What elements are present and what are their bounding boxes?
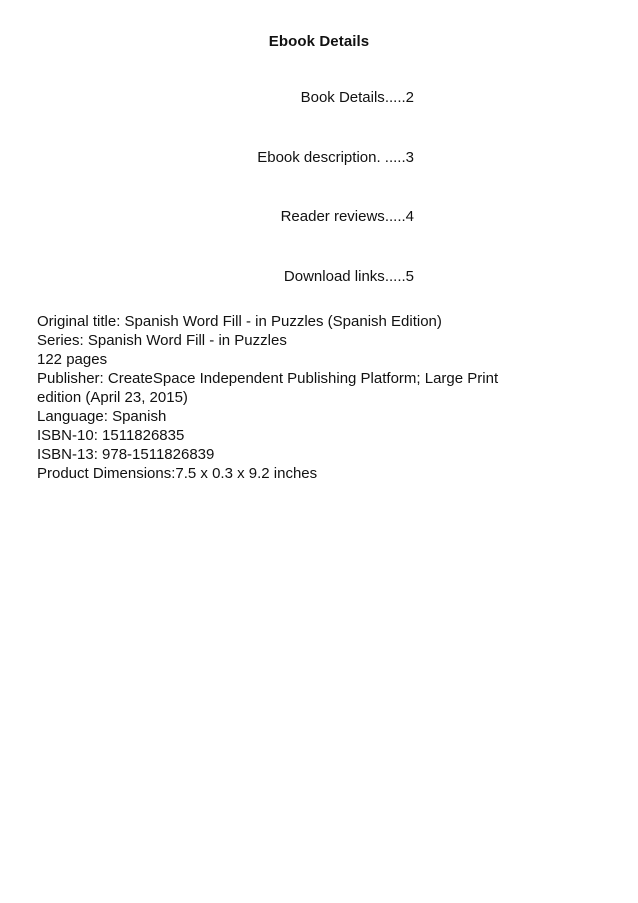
toc-leader-dots: ..... (384, 208, 406, 225)
dimensions-line: Product Dimensions:7.5 x 0.3 x 9.2 inches (37, 465, 318, 482)
page-count-line: 122 pages (37, 351, 108, 368)
publisher-line: Publisher: CreateSpace Independent Publishing Platform; Large Print (37, 370, 499, 387)
isbn10-line: ISBN-10: 1511826835 (37, 427, 185, 444)
toc-item-book-details[interactable] (0, 88, 414, 108)
toc-label: Download links (283, 267, 385, 285)
table-of-contents (0, 88, 414, 326)
toc-leader-dots: ..... (384, 267, 406, 285)
isbn13-line: ISBN-13: 978-1511826839 (37, 446, 215, 463)
publisher-edition-line: edition (April 23, 2015) (37, 389, 188, 406)
toc-leader-dots: . ..... (376, 148, 406, 166)
page-title: Ebook Details (268, 33, 370, 50)
toc-page-number: 4 (405, 208, 414, 225)
toc-item-reader-reviews[interactable] (0, 207, 414, 227)
toc-item-download-links[interactable] (0, 267, 414, 287)
original-title-line: Original title: Spanish Word Fill - in Puzzles (Spanish Edition) (37, 313, 442, 330)
series-line: Series: Spanish Word Fill - in Puzzles (37, 332, 287, 349)
toc-label: Book Details (300, 89, 385, 106)
language-line: Language: Spanish (37, 408, 167, 425)
toc-page-number: 2 (405, 89, 414, 106)
toc-label: Reader reviews (280, 208, 385, 225)
toc-label: Ebook description (257, 148, 377, 166)
book-details (37, 312, 597, 483)
toc-leader-dots: ..... (384, 89, 406, 106)
toc-item-ebook-description[interactable] (0, 148, 414, 168)
toc-page-number: 5 (405, 267, 414, 285)
toc-page-number: 3 (405, 148, 414, 166)
